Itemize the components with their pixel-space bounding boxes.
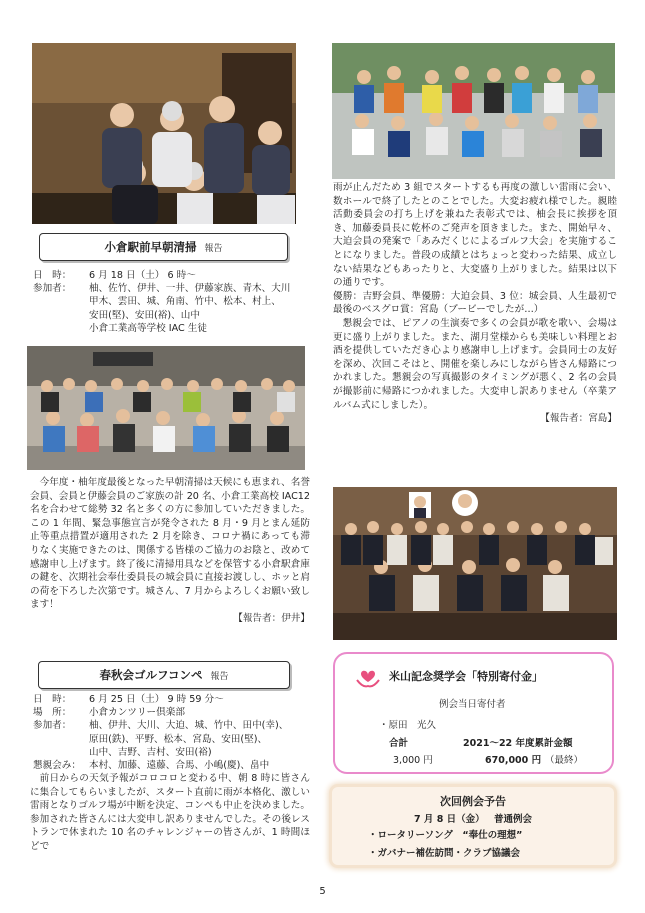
- golf-body-left: 前日からの天気予報がコロコロと変わる中、朝 8 時に皆さんに集合してもらいましたが、スタート直前に雨が本格化、激しい雷雨となりゴルフ場が中断を決定、コンペも中止を決めました。参加された皆さんには大変申し訳ありませんでした。その後レストランで休まれた 10 名のチャレンジャーの皆さんが、1 時間ほどで: [30, 773, 310, 852]
- cleanup-report-tag: 報告: [204, 243, 223, 254]
- golf-info: [33, 693, 313, 772]
- heart-hands-icon: [355, 664, 381, 690]
- golf-info-row: 日 時： 6 月 25 日（土） 9 時 59 分～: [33, 694, 224, 705]
- cleanup-title: 小倉駅前早朝清掃: [104, 240, 197, 254]
- golf-section-header: [38, 661, 290, 689]
- golf-info-row: 参加者： 柚、伊井、大川、大迫、城、竹中、田中(幸)、: [33, 720, 289, 732]
- next-meeting-item: ・ガバナー補佐訪問・クラブ協議会: [368, 848, 521, 859]
- cleanup-info: [33, 269, 313, 335]
- donation-box: [333, 652, 614, 774]
- cleanup-info-row: 安田(堅)、安田(裕)、山中: [89, 309, 200, 321]
- cleanup-section-header: [39, 233, 288, 261]
- cleanup-info-row: 日 時： 6 月 18 日（土） 6 時～: [33, 270, 196, 281]
- golf-body-right: [333, 181, 617, 426]
- group-photo-cleanup: [27, 346, 305, 470]
- golf-info-row: 原田(鉄)、平野、松本、宮島、安田(堅)、: [89, 733, 268, 745]
- donation-amount: 3,000 円: [393, 755, 433, 766]
- group-photo-party: [333, 487, 617, 640]
- next-meeting-type: 普通例会: [493, 814, 532, 825]
- cleanup-info-row: 小倉工業高等学校 IAC 生徒: [89, 322, 207, 334]
- golf-info-row: 山中、吉野、吉村、安田(裕): [89, 746, 212, 758]
- golf-party-paragraph: 懇親会では、ピアノの生演奏で多くの会員が歌を歌い、会場は更に盛り上がりました。また、湖月堂様からも美味しい料理とお酒を提供していただき心より感謝申し上げます。会員同士の友好を深め、次回こそはと、開催を楽しみにしながら皆さん帰路につかれました。懇親会の写真撮影のタイミングが悪く、2 名の会員が撮影前に帰路につかれました。大変申し訳ありません（卒業アルバム式にしました）。: [333, 317, 617, 411]
- cleanup-info-row: 参加者： 柚、佐竹、伊井、一井、伊藤家族、青木、大川: [33, 283, 291, 295]
- donation-final-note: （最終）: [545, 755, 584, 766]
- golf-report-tag: 報告: [210, 671, 229, 682]
- next-meeting-date-line: [332, 811, 614, 825]
- golf-info-row: 懇親会み： 本村、加藤、遠藤、合馬、小嶋(慶)、畠中: [33, 760, 270, 772]
- cleanup-body: [30, 476, 310, 626]
- cleanup-info-row: 甲木、雲田、城、角南、竹中、松本、村上、: [89, 296, 281, 308]
- group-photo-golf: [332, 43, 615, 179]
- donation-total-label: 合計: [389, 738, 409, 749]
- golf-title: 春秋会ゴルフコンペ: [99, 668, 203, 682]
- golf-body-continued: 雨が止んだため 3 組でスタートするも再度の激しい雷雨に会い、数ホールで終了したとのことでした。大変お疲れ様でした。親睦活動委員会の打ち上げを兼ねた表彰式では、柚会長に挨拶を頂き、加藤委員長に乾杯のご発声を頂きました。また、開始早々、大迫会員の発案で「あみだくじによるゴルフ大会」を実施することになりました。普段の成績とはちょっと変わった結果、成立しない結果などもあったりと、大変盛り上がりました。結果は以下の通りです。: [333, 182, 617, 289]
- next-meeting-title: 次回例会予告: [440, 795, 506, 808]
- donation-cumulative-amount: 670,000 円: [485, 755, 542, 766]
- cleanup-reporter: 【報告者：伊井】: [233, 612, 310, 624]
- next-meeting-item: ・ロータリーソング “奉仕の理想”: [368, 830, 523, 841]
- golf-results: 優勝：吉野会員、準優勝：大迫会員、3 位：城会員、人生最初で最後のベスグロ賞：宮島（ブービーでしたが…）: [333, 290, 617, 316]
- donation-cumulative-label: 2021～22 年度累計金額: [463, 738, 573, 749]
- donation-donor: ・原田 光久: [379, 720, 437, 731]
- next-meeting-notice: [332, 787, 614, 865]
- group-photo-bar: [32, 43, 296, 224]
- donation-subtitle: 例会当日寄付者: [439, 699, 506, 710]
- golf-reporter: 【報告者：宮島】: [540, 413, 617, 425]
- golf-info-row: 場 所： 小倉カンツリー倶楽部: [33, 707, 185, 719]
- next-meeting-date: 7 月 8 日（金）: [414, 814, 485, 825]
- page-number: 5: [319, 886, 326, 897]
- donation-title: 米山記念奨学会「特別寄付金」: [389, 670, 543, 683]
- cleanup-paragraph: 今年度・柚年度最後となった早朝清掃は天候にも恵まれ、名誉会員、会員と伊藤会員のご家族の計 20 名、小倉工業高校 IAC12 名を合わせて総勢 32 名と多くの方に参加していただきました。この 1 年間、緊急事態宣言が発令された 8 月・9 月とまん延防止等重点措置が適用された 2 月を除き、コロナ禍にあっても滞りなく実施できたのは、関係する皆様のご協力のお陰と、改めて感謝申し上げます。終了後に清掃用具などを保管する小倉駅倉庫の鍵を、次期社会奉仕委員長の城会員に直接お渡しし、ホッと肩の荷を下ろした次第です。城さん、7 月からよろしくお願い致します！: [30, 477, 310, 611]
